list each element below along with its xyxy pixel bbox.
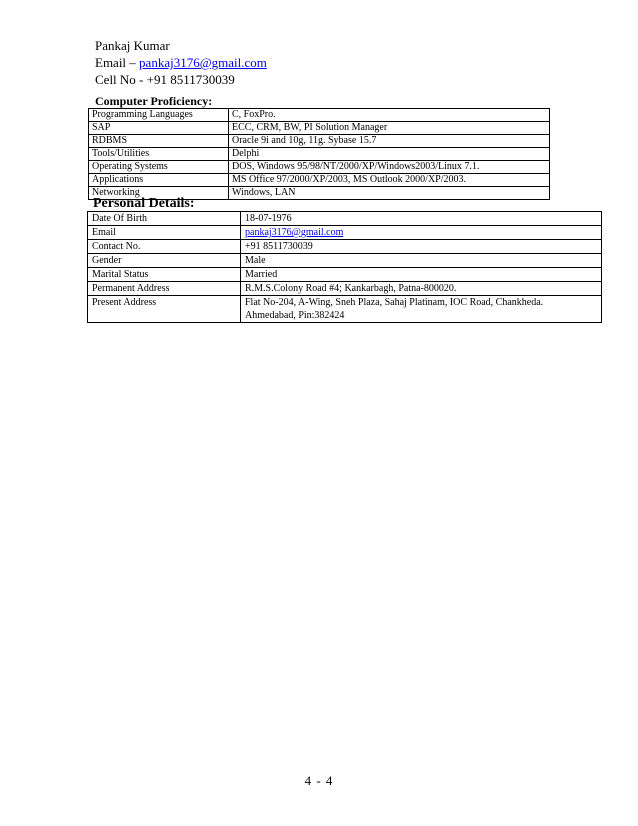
row-label: Date Of Birth bbox=[88, 212, 241, 226]
table-row bbox=[88, 226, 602, 240]
table-row bbox=[89, 161, 550, 174]
row-value: +91 8511730039 bbox=[241, 240, 602, 254]
table-row bbox=[89, 174, 550, 187]
row-value: Windows, LAN bbox=[229, 187, 550, 200]
email-line bbox=[95, 54, 267, 71]
computer-proficiency-table bbox=[88, 108, 550, 200]
row-label: Tools/Utilities bbox=[89, 148, 229, 161]
personal-details-heading: Personal Details: bbox=[93, 196, 195, 211]
email-link[interactable]: pankaj3176@gmail.com bbox=[139, 55, 267, 70]
table-row bbox=[89, 109, 550, 122]
cell-number: Cell No - +91 8511730039 bbox=[95, 72, 235, 87]
row-value: DOS, Windows 95/98/NT/2000/XP/Windows2003/Linux 7.1. bbox=[229, 161, 550, 174]
row-value: ECC, CRM, BW, PI Solution Manager bbox=[229, 122, 550, 135]
row-label: Applications bbox=[89, 174, 229, 187]
row-value: Oracle 9i and 10g, 11g. Sybase 15.7 bbox=[229, 135, 550, 148]
personal-details-table bbox=[87, 211, 602, 323]
row-label: SAP bbox=[89, 122, 229, 135]
row-label: Contact No. bbox=[88, 240, 241, 254]
row-value: C, FoxPro. bbox=[229, 109, 550, 122]
table-row bbox=[89, 135, 550, 148]
row-label: Permanent Address bbox=[88, 282, 241, 296]
row-value: Male bbox=[241, 254, 602, 268]
table-row bbox=[88, 296, 602, 323]
row-label: Gender bbox=[88, 254, 241, 268]
row-value: R.M.S.Colony Road #4; Kankarbagh, Patna-800020. bbox=[241, 282, 602, 296]
table-row bbox=[88, 254, 602, 268]
address-line-1: Flat No-204, A-Wing, Sneh Plaza, Sahaj Platinam, IOC Road, Chankheda. bbox=[245, 297, 544, 308]
table-row bbox=[88, 212, 602, 226]
table-row bbox=[88, 282, 602, 296]
email-link[interactable]: pankaj3176@gmail.com bbox=[245, 227, 344, 238]
row-label: RDBMS bbox=[89, 135, 229, 148]
page-number: 4 - 4 bbox=[304, 773, 334, 788]
row-value: MS Office 97/2000/XP/2003, MS Outlook 2000/XP/2003. bbox=[229, 174, 550, 187]
email-label: Email – bbox=[95, 55, 140, 70]
row-label: Email bbox=[88, 226, 241, 240]
email-value-cell bbox=[241, 226, 602, 240]
row-value: Married bbox=[241, 268, 602, 282]
present-address-value bbox=[241, 296, 602, 323]
table-row bbox=[89, 148, 550, 161]
row-value: Delphi bbox=[229, 148, 550, 161]
address-line-2: Ahmedabad, Pin:382424 bbox=[245, 310, 345, 321]
row-value: 18-07-1976 bbox=[241, 212, 602, 226]
computer-proficiency-heading: Computer Proficiency: bbox=[95, 94, 213, 108]
row-label: Networking bbox=[89, 187, 229, 200]
row-label: Programming Languages bbox=[89, 109, 229, 122]
table-row bbox=[88, 268, 602, 282]
table-row bbox=[88, 240, 602, 254]
table-row bbox=[89, 122, 550, 135]
candidate-name: Pankaj Kumar bbox=[95, 38, 170, 53]
row-label: Present Address bbox=[88, 296, 241, 323]
contact-header bbox=[95, 37, 267, 88]
row-label: Marital Status bbox=[88, 268, 241, 282]
row-label: Operating Systems bbox=[89, 161, 229, 174]
